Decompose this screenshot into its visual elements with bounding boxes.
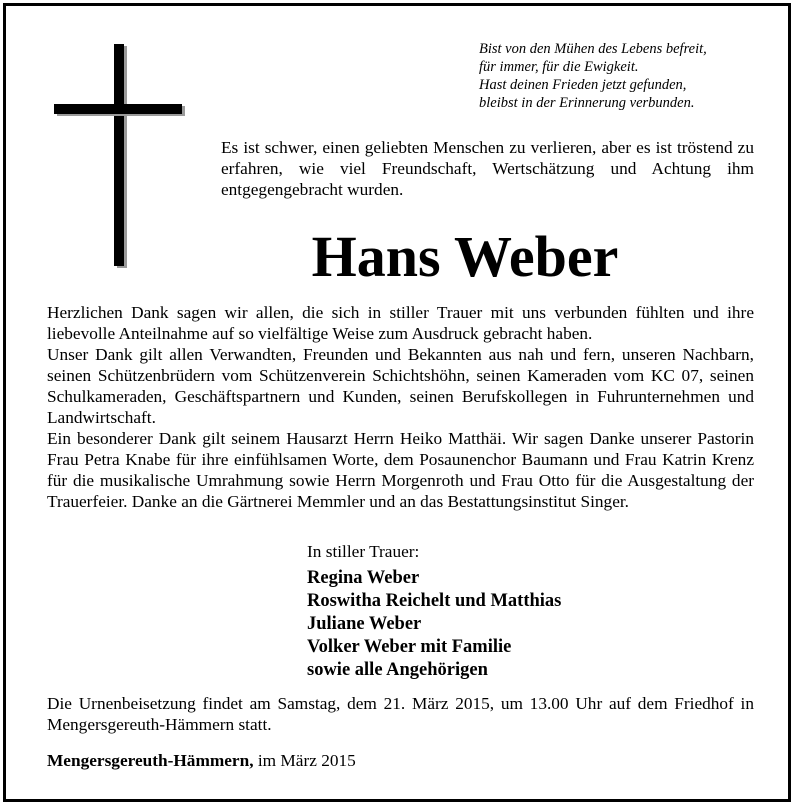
- poem-line: bleibst in der Erinnerung verbunden.: [479, 95, 695, 111]
- mourner: Volker Weber mit Familie: [307, 637, 512, 657]
- mourner: sowie alle Angehörigen: [307, 660, 488, 680]
- mourner: Roswitha Reichelt und Matthias: [307, 591, 562, 611]
- date: im März 2015: [257, 751, 356, 770]
- burial-notice: Die Urnenbeisetzung findet am Samstag, dem 21. März 2015, um 13.00 Uhr auf dem Friedhof in Mengersgereuth-Hämmern statt.: [47, 694, 754, 734]
- thanks-paragraph: Herzlichen Dank sagen wir allen, die sich in stiller Trauer mit uns verbunden fühlten und ihre liebevolle Anteilnahme auf so vielfältige Weise zum Ausdruck gebracht haben.: [47, 303, 754, 343]
- mourning-label: In stiller Trauer:: [307, 542, 420, 561]
- thanks-text: [47, 302, 754, 512]
- thanks-paragraph: Unser Dank gilt allen Verwandten, Freunden und Bekannten aus nah und fern, unseren Nachbarn, seinen Schützenbrüdern vom Schützenverein Schichtshöhn, seinen Kameraden vom KC 07, seinen Schulkameraden, Geschäftspartnern und Kunden, seinen Berufskollegen in Fuhrunternehmen und Landwirtschaft.: [47, 345, 754, 427]
- mourner: Juliane Weber: [307, 614, 422, 634]
- thanks-paragraph: Ein besonderer Dank gilt seinem Hausarzt Herrn Heiko Matthäi. Wir sagen Danke unserer Pastorin Frau Petra Knabe für ihre einfühlsamen Worte, dem Posaunenchor Baumann und Frau Katrin Krenz für die musikalische Umrahmung sowie Herrn Morgenroth und Frau Otto für die Ausgestaltung der Trauerfeier. Danke an die Gärtnerei Memmler und an das Bestattungsinstitut Singer.: [47, 429, 754, 511]
- deceased-name: Hans Weber: [311, 224, 619, 289]
- mourner: Regina Weber: [307, 568, 420, 588]
- place-date: [47, 750, 356, 771]
- poem-line: für immer, für die Ewigkeit.: [479, 59, 639, 75]
- poem: [479, 40, 779, 112]
- poem-line: Bist von den Mühen des Lebens befreit,: [479, 41, 707, 57]
- mourners-list: [307, 567, 561, 682]
- place: Mengersgereuth-Hämmern,: [47, 751, 254, 770]
- poem-line: Hast deinen Frieden jetzt gefunden,: [479, 77, 687, 93]
- intro-text: Es ist schwer, einen geliebten Menschen zu verlieren, aber es ist tröstend zu erfahren, wie viel Freundschaft, Wertschätzung und Achtung ihm entgegengebracht wurden.: [221, 138, 754, 199]
